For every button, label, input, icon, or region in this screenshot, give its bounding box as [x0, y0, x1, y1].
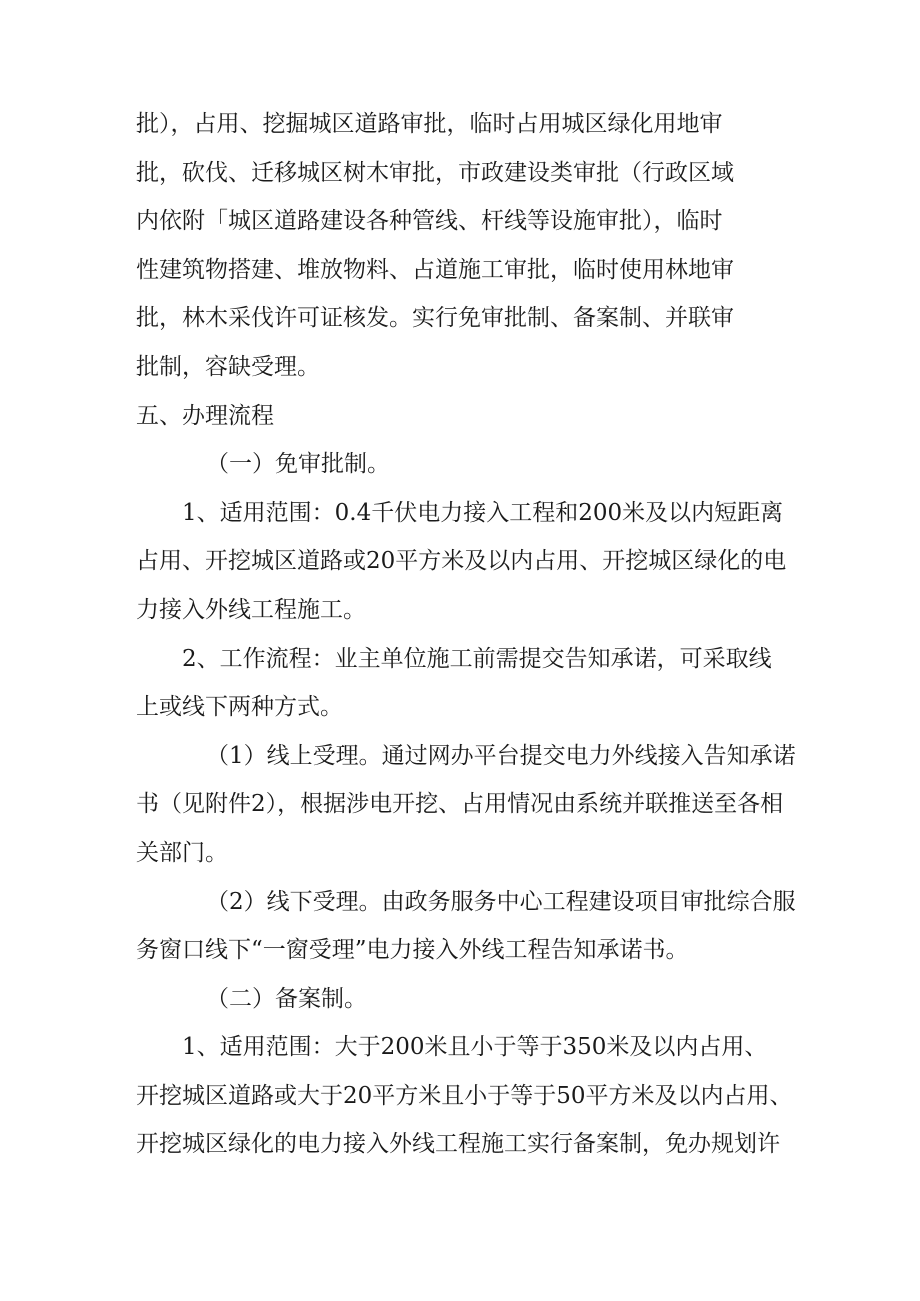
text-line-4: 性建筑物搭建、堆放物料、占道施工审批，临时使用林地审	[136, 256, 734, 283]
paragraph-offline-start: （2）线下受理。由政务服务中心工程建设项目审批综合服	[206, 888, 796, 915]
section-heading-process: 五、办理流程	[136, 402, 274, 429]
subsection-heading-filing: （二）备案制。	[206, 985, 367, 1012]
document-body	[136, 100, 796, 1169]
paragraph-scope-1-cont-2: 力接入外线工程施工。	[136, 596, 366, 623]
text-line-5: 批，林木采伐许可证核发。实行免审批制、备案制、并联审	[136, 305, 734, 332]
paragraph-scope-2-cont-1: 开挖城区道路或大于20平方米且小于等于50平方米及以内占用、	[136, 1082, 793, 1109]
text-line-2: 批，砍伐、迁移城区树木审批，市政建设类审批（行政区域	[136, 159, 734, 186]
text-line-6: 批制，容缺受理。	[136, 353, 320, 380]
paragraph-scope-2-start: 1、适用范围：大于200米且小于等于350米及以内占用、	[182, 1034, 768, 1061]
paragraph-workflow-start: 2、工作流程：业主单位施工前需提交告知承诺，可采取线	[182, 645, 772, 672]
text-line-1: 批），占用、挖掘城区道路审批，临时占用城区绿化用地审	[136, 111, 723, 137]
paragraph-workflow-cont: 上或线下两种方式。	[136, 694, 343, 721]
paragraph-online-start: （1）线上受理。通过网办平台提交电力外线接入告知承诺	[206, 742, 796, 769]
text-line-3: 内依附「城区道路建设各种管线、杆线等设施审批），临时	[136, 208, 723, 235]
paragraph-online-cont-2: 关部门。	[136, 839, 228, 866]
subsection-heading-exempt: （一）免审批制。	[206, 451, 390, 478]
paragraph-scope-2-cont-2: 开挖城区绿化的电力接入外线工程施工实行备案制，免办规划许	[136, 1131, 780, 1158]
paragraph-online-cont-1: 书（见附件2），根据涉电开挖、占用情况由系统并联推送至各相	[136, 791, 784, 818]
paragraph-offline-cont: 务窗口线下“一窗受理”电力接入外线工程告知承诺书。	[136, 937, 689, 964]
paragraph-scope-1-cont-1: 占用、开挖城区道路或20平方米及以内占用、开挖城区绿化的电	[136, 548, 787, 575]
paragraph-scope-1-start: 1、适用范围：0.4千伏电力接入工程和200米及以内短距离	[182, 499, 784, 526]
